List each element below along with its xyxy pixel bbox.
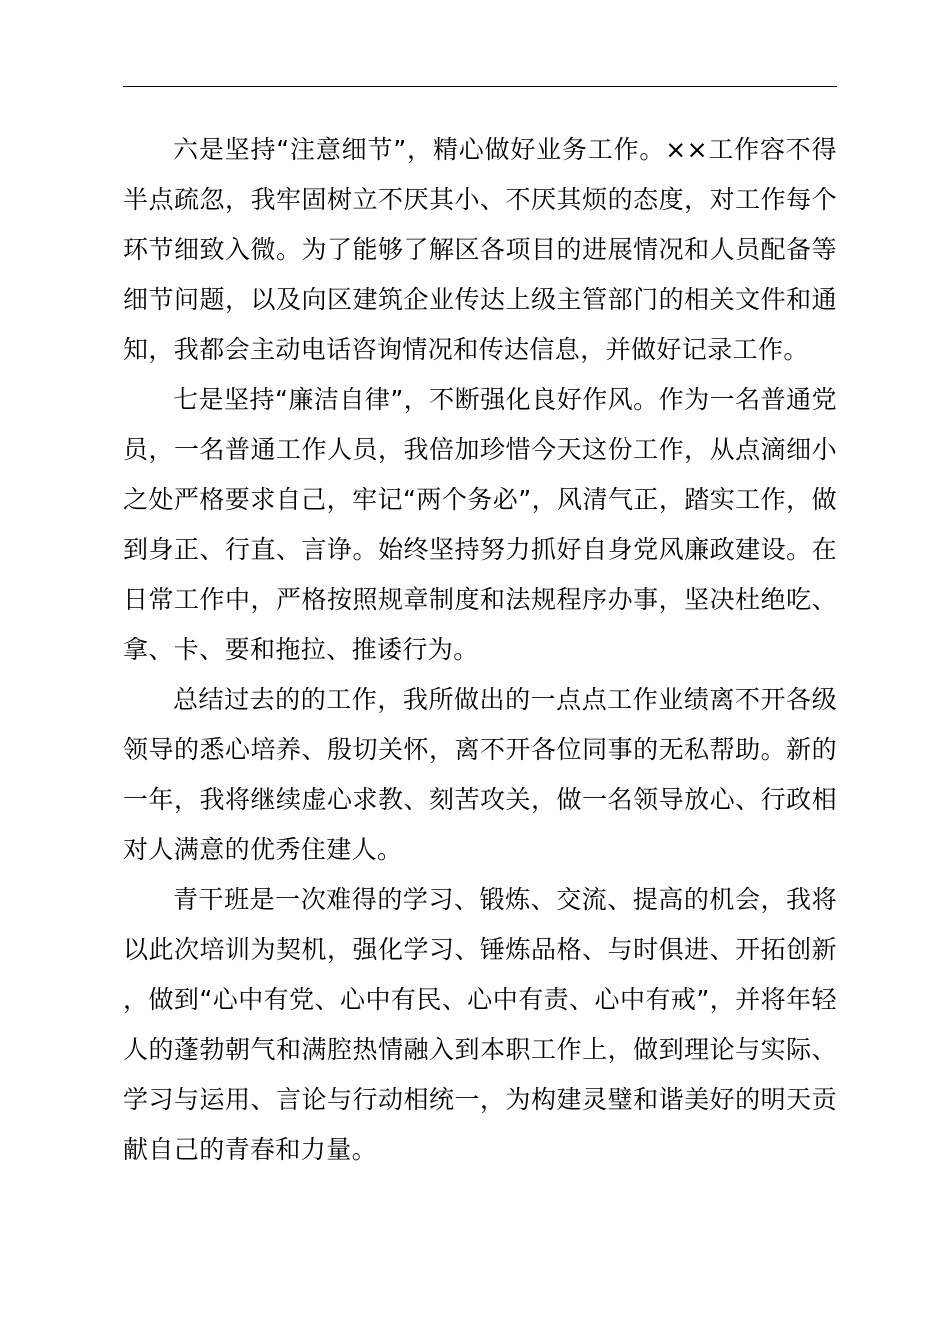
document-body	[123, 125, 837, 1175]
paragraph-attention-to-detail: 六是坚持“注意细节”，精心做好业务工作。××工作容不得半点疏忽，我牢固树立不厌其小、不厌其烦的态度，对工作每个环节细致入微。为了能够了解区各项目的进展情况和人员配备等细节问题，以及向区建筑企业传达上级主管部门的相关文件和通知，我都会主动电话咨询情况和传达信息，并做好记录工作。	[123, 135, 837, 364]
paragraph-integrity: 七是坚持“廉洁自律”，不断强化良好作风。作为一名普通党员，一名普通工作人员，我倍加珍惜今天这份工作，从点滴细小之处严格要求自己，牢记“两个务必”，风清气正，踏实工作，做到身正、行直、言诤。始终坚持努力抓好自身党风廉政建设。在日常工作中，严格按照规章制度和法规程序办事，坚决杜绝吃、拿、卡、要和拖拉、推诿行为。	[123, 385, 837, 664]
header-rule	[123, 86, 837, 87]
paragraph-summary: 总结过去的的工作，我所做出的一点点工作业绩离不开各级领导的悉心培养、殷切关怀，离不开各位同事的无私帮助。新的一年，我将继续虚心求教、刻苦攻关，做一名领导放心、行政相对人满意的优秀住建人。	[123, 685, 837, 864]
paragraph-training: 青干班是一次难得的学习、锻炼、交流、提高的机会，我将以此次培训为契机，强化学习、锤炼品格、与时俱进、开拓创新，做到“心中有党、心中有民、心中有责、心中有戒”，并将年轻人的蓬勃朝气和满腔热情融入到本职工作上，做到理论与实际、学习与运用、言论与行动相统一，为构建灵璧和谐美好的明天贡献自己的青春和力量。	[123, 885, 837, 1164]
